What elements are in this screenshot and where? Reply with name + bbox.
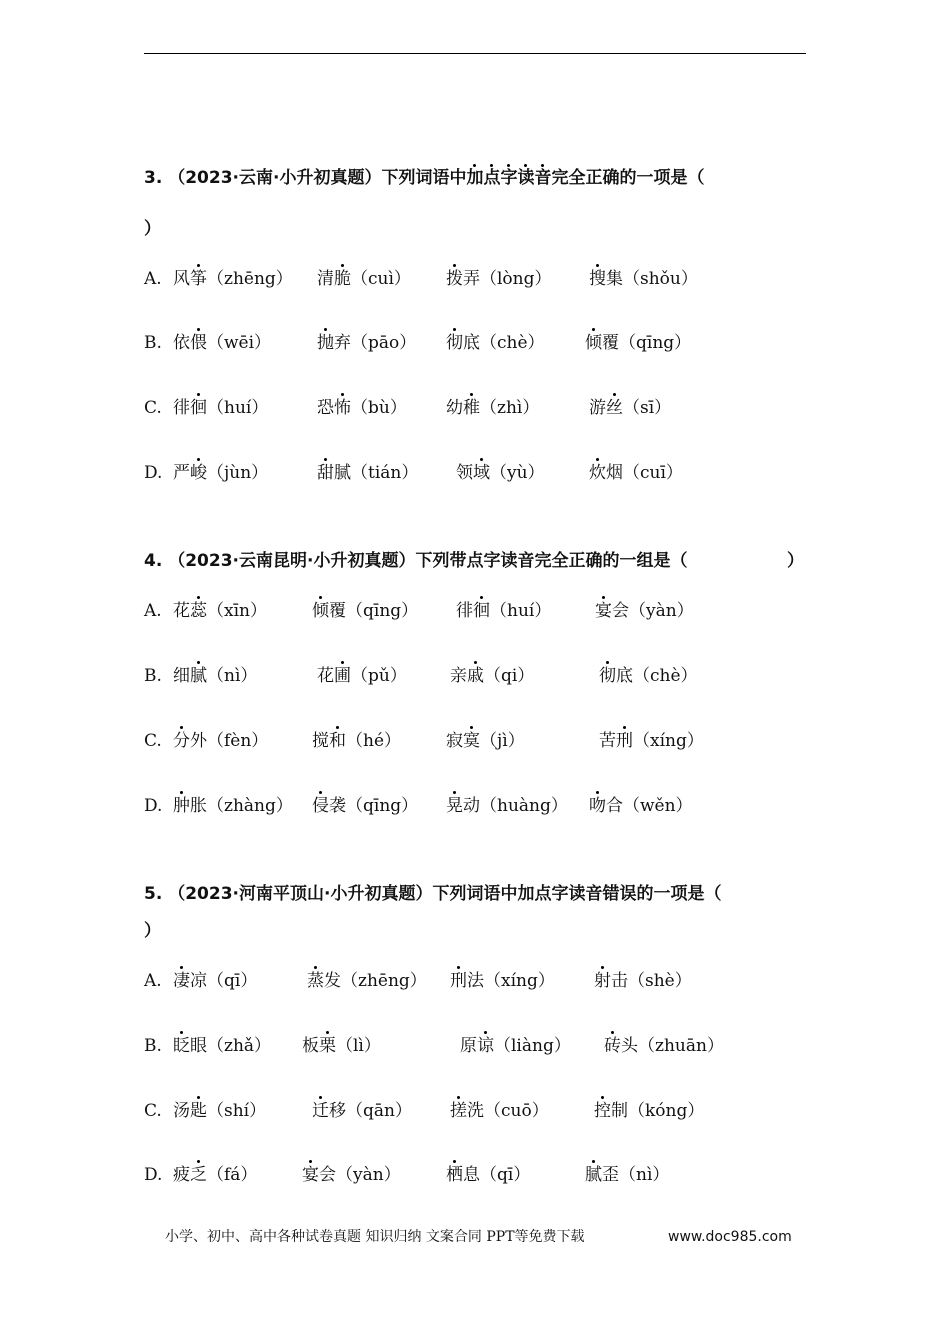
option-item: 侵袭（qīng） — [312, 796, 419, 816]
option-item: 眨眼（zhǎ） — [173, 1036, 272, 1056]
option-item: 射击（shè） — [594, 971, 692, 991]
option-item: 炊烟（cuī） — [589, 463, 683, 483]
option-item: 汤匙（shí） — [173, 1101, 267, 1121]
option-item: 幼稚（zhì） — [446, 398, 540, 418]
question-number: 3. — [144, 168, 163, 188]
option-item: 迁移（qān） — [312, 1101, 412, 1121]
option-label: A. — [144, 971, 162, 991]
option-item: 宴会（yàn） — [595, 601, 694, 621]
option-item: 恐怖（bù） — [317, 398, 407, 418]
option-item: 晃动（huàng） — [446, 796, 568, 816]
question-stem: （2023·云南昆明·小升初真题）下列带点字读音完全正确的一组是（ — [168, 551, 688, 571]
option-row-4a — [144, 599, 804, 623]
page-footer — [0, 1226, 950, 1248]
option-item: 控制（kóng） — [594, 1101, 705, 1121]
option-item: 肿胀（zhàng） — [173, 796, 293, 816]
question-stem-dotted: 加点字读音 — [466, 168, 552, 188]
option-row-5b — [144, 1034, 804, 1058]
question-stem: （2023·云南·小升初真题）下列词语中 — [168, 168, 467, 188]
option-item: 甜腻（tián） — [317, 463, 419, 483]
option-label: A. — [144, 269, 162, 289]
option-item: 花蕊（xīn） — [173, 601, 267, 621]
question-number: 5. — [144, 884, 163, 904]
option-item: 蒸发（zhēng） — [307, 971, 427, 991]
option-item: 分外（fèn） — [173, 731, 269, 751]
option-item: 花圃（pǔ） — [317, 666, 407, 686]
option-item: 板栗（lì） — [302, 1036, 381, 1056]
option-item: 彻底（chè） — [446, 333, 545, 353]
option-item: 风筝（zhēng） — [173, 269, 293, 289]
option-item: 彻底（chè） — [599, 666, 698, 686]
option-label: D. — [144, 1165, 163, 1185]
option-item: 苦刑（xíng） — [599, 731, 704, 751]
option-label: B. — [144, 333, 162, 353]
option-row-5d — [144, 1163, 804, 1187]
option-item: 徘徊（huí） — [173, 398, 269, 418]
question-3-title — [144, 167, 704, 189]
option-item: 砖头（zhuān） — [604, 1036, 724, 1056]
option-item: 抛弃（pāo） — [317, 333, 417, 353]
option-item: 领域（yù） — [456, 463, 545, 483]
question-stem: （2023·河南平顶山·小升初真题）下列词语中加点字读音错误的一项是（ — [168, 884, 722, 904]
question-3-title-cont: ） — [144, 219, 161, 239]
option-item: 刑法（xíng） — [450, 971, 555, 991]
option-row-5a — [144, 969, 804, 993]
question-stem-end: ） — [787, 551, 804, 571]
option-item: 腻歪（nì） — [585, 1165, 670, 1185]
option-item: 亲戚（qi） — [450, 666, 535, 686]
option-label: C. — [144, 731, 162, 751]
option-label: D. — [144, 796, 163, 816]
option-item: 清脆（cuì） — [317, 269, 411, 289]
option-item: 依偎（wēi） — [173, 333, 272, 353]
question-number: 4. — [144, 551, 163, 571]
option-row-4d — [144, 794, 804, 818]
footer-website-link[interactable]: www.doc985.com — [668, 1229, 792, 1245]
header-rule — [144, 53, 806, 54]
question-4-title — [144, 550, 804, 572]
option-item: 拨弄（lòng） — [446, 269, 552, 289]
option-row-4b — [144, 664, 804, 688]
option-item: 栖息（qī） — [446, 1165, 531, 1185]
option-row-5c — [144, 1099, 804, 1123]
option-label: A. — [144, 601, 162, 621]
option-item: 宴会（yàn） — [302, 1165, 401, 1185]
option-label: B. — [144, 1036, 162, 1056]
option-label: C. — [144, 1101, 162, 1121]
question-5-title-cont: ） — [144, 921, 161, 941]
option-item: 倾覆（qīng） — [585, 333, 692, 353]
option-item: 吻合（wěn） — [589, 796, 693, 816]
option-row-4c — [144, 729, 804, 753]
option-item: 严峻（jùn） — [173, 463, 269, 483]
option-item: 搓洗（cuō） — [450, 1101, 549, 1121]
option-item: 搜集（shǒu） — [589, 269, 698, 289]
question-stem-end: 完全正确的一项是（ — [551, 168, 705, 188]
option-label: B. — [144, 666, 162, 686]
option-label: C. — [144, 398, 162, 418]
option-row-3a — [144, 267, 804, 291]
option-row-3c — [144, 396, 804, 420]
option-item: 倾覆（qīng） — [312, 601, 419, 621]
option-item: 细腻（nì） — [173, 666, 258, 686]
option-item: 徘徊（huí） — [456, 601, 552, 621]
option-item: 原谅（liàng） — [460, 1036, 571, 1056]
option-item: 疲乏（fá） — [173, 1165, 258, 1185]
option-item: 凄凉（qī） — [173, 971, 258, 991]
option-item: 搅和（hé） — [312, 731, 402, 751]
option-item: 寂寞（jì） — [446, 731, 525, 751]
option-row-3d — [144, 461, 804, 485]
footer-slogan: 小学、初中、高中各种试卷真题 知识归纳 文案合同 PPT等免费下载 — [165, 1229, 585, 1245]
option-item: 游丝（sī） — [589, 398, 672, 418]
option-label: D. — [144, 463, 163, 483]
option-row-3b — [144, 331, 804, 355]
question-5-title — [144, 883, 721, 905]
